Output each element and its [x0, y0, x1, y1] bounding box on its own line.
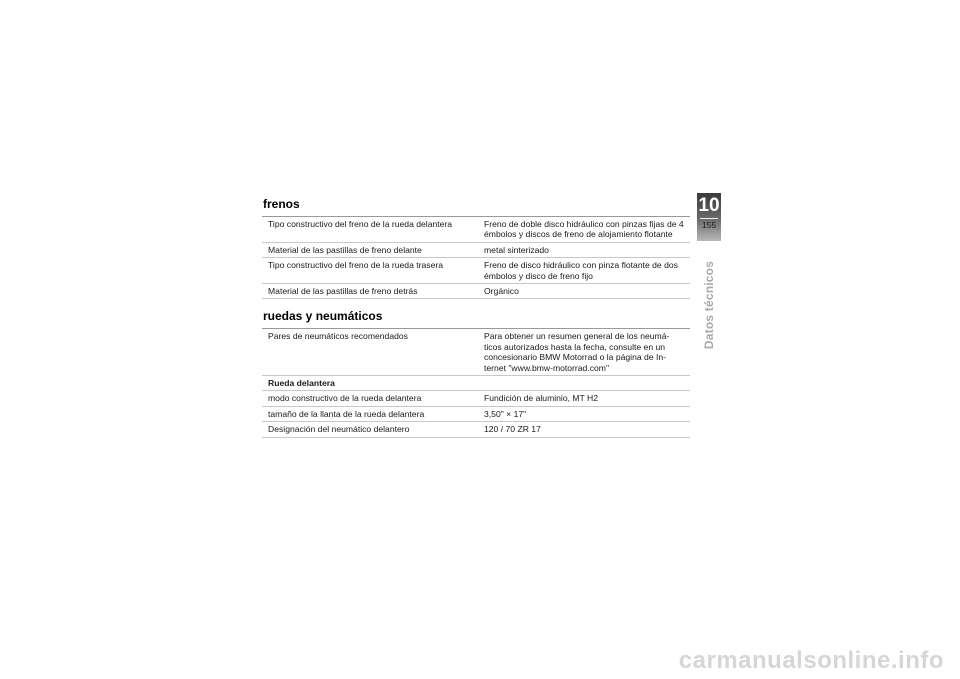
table-row: [262, 329, 690, 376]
table-row: [262, 258, 690, 284]
spec-label: Tipo constructivo del freno de la rueda delantera: [268, 219, 453, 229]
spec-content: [262, 197, 690, 438]
spec-value: Freno de doble disco hidráulico con pinzas fijas de 4 émbolos y discos de freno de alojamiento flotante: [484, 219, 684, 240]
table-row: [262, 422, 690, 437]
spec-value: Fundición de aluminio, MT H2: [484, 393, 599, 404]
spec-value: 3,50" × 17": [484, 408, 527, 419]
watermark: carmanualsonline.info: [678, 647, 944, 674]
table-row: [262, 406, 690, 421]
spec-value: Freno de disco hidráulico con pinza flotante de dos émbolos y disco de freno fijo: [484, 260, 678, 281]
spec-label: modo constructivo de la rueda delantera: [268, 393, 422, 404]
spec-value: Para obtener un resumen general de los neumá-ticos autorizados hasta la fecha, consulte en un concesionario BMW Motorrad o la página de In-ternet "www.bmw-motorrad.com": [484, 331, 670, 373]
tab-divider: [700, 218, 718, 219]
spec-label: Material de las pastillas de freno delante: [268, 244, 422, 255]
spec-label: Pares de neumáticos recomendados: [268, 331, 408, 342]
chapter-side-label: Datos técnicos: [702, 260, 716, 350]
spec-label: Designación del neumático delantero: [268, 424, 410, 435]
table-row: [262, 217, 690, 243]
spec-label: Material de las pastillas de freno detrás: [268, 286, 418, 297]
chapter-tab: [697, 193, 721, 241]
spec-label: tamaño de la llanta de la rueda delantera: [268, 408, 425, 419]
table-row: [262, 242, 690, 257]
spec-label: Tipo constructivo del freno de la rueda trasera: [268, 260, 443, 271]
page-number: 155: [701, 220, 717, 230]
spec-value: Orgánico: [484, 286, 519, 297]
wheels-spec-table: [262, 328, 690, 437]
section-title-brakes: frenos: [263, 197, 300, 211]
chapter-number: 10: [698, 195, 720, 216]
table-subheading-row: [262, 376, 690, 391]
subheading-front-wheel: Rueda delantera: [268, 378, 335, 389]
spec-value: metal sinterizado: [484, 244, 549, 255]
table-row: [262, 391, 690, 406]
spec-value: 120 / 70 ZR 17: [484, 424, 541, 435]
section-title-wheels: ruedas y neumáticos: [263, 309, 383, 324]
table-row: [262, 284, 690, 299]
brakes-spec-table: [262, 216, 690, 299]
